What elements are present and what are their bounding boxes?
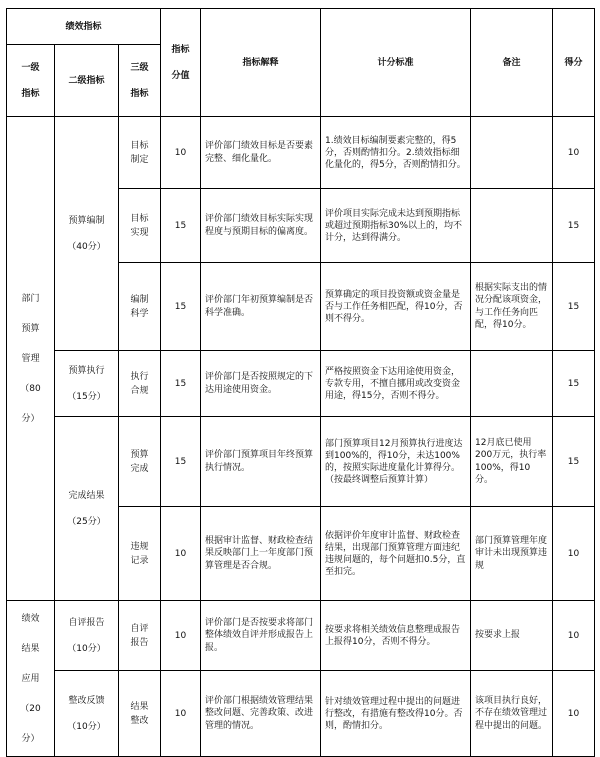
- level3-line: 整改: [130, 715, 149, 726]
- criteria-cell: 1.绩效目标编制要素完整的，得5分，否则酌情扣分。2.绩效指标细化量化的，得5分，否则酌情扣分。: [321, 117, 471, 189]
- explain-cell: 评价部门绩效目标实际实现程度与预期目标的偏离度。: [201, 189, 321, 263]
- note-cell: 根据实际支出的情况分配该项资金，与工作任务向匹配，得10分。: [471, 263, 553, 351]
- header-weight-line1: 指标: [171, 44, 190, 55]
- explain-cell: 评价部门年初预算编制是否科学准确。: [201, 263, 321, 351]
- criteria-cell: 评价项目实际完成未达到预期指标或超过预期指标30%以上的，均不计分，达到得满分。: [321, 189, 471, 263]
- level3-line: 报告: [130, 637, 149, 648]
- level3-line: 实现: [130, 227, 149, 238]
- weight-cell: 10: [161, 507, 201, 601]
- header-level1-line2: 指标: [21, 88, 40, 99]
- note-cell: 按要求上报: [471, 601, 553, 671]
- note-cell: [471, 117, 553, 189]
- header-criteria: 计分标准: [321, 9, 471, 117]
- level3-line: 自评: [130, 623, 149, 634]
- level3-line: 完成: [130, 463, 149, 474]
- weight-cell: 15: [161, 417, 201, 507]
- performance-indicator-table: [6, 8, 595, 757]
- level2-line: （25分）: [67, 516, 106, 527]
- level3-line: 结果: [130, 701, 149, 712]
- explain-cell: 评价部门预算项目年终预算执行情况。: [201, 417, 321, 507]
- note-cell: 12月底已使用200万元，执行率100%，得10分。: [471, 417, 553, 507]
- level1-line: 分）: [21, 413, 40, 424]
- weight-cell: 15: [161, 263, 201, 351]
- header-level2: 二级指标: [55, 45, 119, 117]
- level3-line: 预算: [130, 449, 149, 460]
- level3-cell: [119, 671, 161, 757]
- note-cell: 该项目执行良好，不存在绩效管理过程中提出的问题。: [471, 671, 553, 757]
- score-cell: 10: [553, 671, 595, 757]
- level3-cell: [119, 117, 161, 189]
- level3-cell: [119, 263, 161, 351]
- level1-line: 绩效: [21, 613, 40, 624]
- level3-cell: [119, 601, 161, 671]
- level1-line: 管理: [21, 353, 40, 364]
- explain-cell: 根据审计监督、财政检查结果反映部门上一年度部门预算管理是否合规。: [201, 507, 321, 601]
- header-level1: [7, 45, 55, 117]
- level1-line: 分）: [21, 733, 40, 744]
- header-level3-line2: 指标: [130, 88, 149, 99]
- level3-line: 违规: [130, 541, 149, 552]
- level2-line: 预算执行: [68, 365, 105, 376]
- level3-line: 科学: [130, 308, 149, 319]
- header-level3-line1: 三级: [130, 62, 149, 73]
- level1-budget-management: [7, 117, 55, 601]
- level1-line: 结果: [21, 643, 40, 654]
- criteria-cell: 按要求将相关绩效信息整理成报告上报得10分，否则不得分。: [321, 601, 471, 671]
- table-row: [7, 417, 595, 507]
- weight-cell: 10: [161, 117, 201, 189]
- note-cell: [471, 351, 553, 417]
- explain-cell: 评价部门是否按要求将部门整体绩效自评并形成报告上报。: [201, 601, 321, 671]
- score-cell: 10: [553, 601, 595, 671]
- level2-line: （10分）: [67, 721, 106, 732]
- table-row: [7, 601, 595, 671]
- level3-line: 合规: [130, 385, 149, 396]
- explain-cell: 评价部门是否按照规定的下达用途使用资金。: [201, 351, 321, 417]
- level2-budget-compilation: [55, 117, 119, 351]
- level2-completion-result: [55, 417, 119, 601]
- score-cell: 15: [553, 417, 595, 507]
- table-row: [7, 351, 595, 417]
- table-row: [7, 117, 595, 189]
- header-level3: [119, 45, 161, 117]
- criteria-cell: 严格按照资金下达用途使用资金，专款专用，不擅自挪用或改变资金用途，得15分，否则不得分。: [321, 351, 471, 417]
- note-cell: 部门预算管理年度审计未出现预算违规: [471, 507, 553, 601]
- criteria-cell: 预算确定的项目投资额或资金量是否与工作任务相匹配，得10分，否则不得分。: [321, 263, 471, 351]
- level1-line: 部门: [21, 293, 40, 304]
- header-explain: 指标解释: [201, 9, 321, 117]
- explain-cell: 评价部门根据绩效管理结果整改问题、完善政策、改进管理的情况。: [201, 671, 321, 757]
- level1-line: （20: [20, 703, 41, 714]
- header-weight-line2: 分值: [171, 70, 190, 81]
- header-row-top: [7, 9, 595, 45]
- level3-line: 编制: [130, 294, 149, 305]
- weight-cell: 15: [161, 351, 201, 417]
- level1-line: 预算: [21, 323, 40, 334]
- level2-self-report: [55, 601, 119, 671]
- level3-cell: [119, 351, 161, 417]
- header-level1-line1: 一级: [21, 62, 40, 73]
- level2-line: 整改反馈: [68, 695, 105, 706]
- header-indicator-group: 绩效指标: [7, 9, 161, 45]
- level3-line: 记录: [130, 555, 149, 566]
- level2-line: 预算编制: [68, 215, 105, 226]
- score-cell: 15: [553, 189, 595, 263]
- level3-line: 目标: [130, 140, 149, 151]
- score-cell: 10: [553, 117, 595, 189]
- level1-line: （80: [20, 383, 41, 394]
- note-cell: [471, 189, 553, 263]
- level2-budget-execution: [55, 351, 119, 417]
- table-row: [7, 671, 595, 757]
- level2-line: （15分）: [67, 391, 106, 402]
- score-cell: 15: [553, 351, 595, 417]
- weight-cell: 15: [161, 189, 201, 263]
- level3-cell: [119, 417, 161, 507]
- criteria-cell: 依据评价年度审计监督、财政检查结果，出现部门预算管理方面违纪违规问题的，每个问题扣0.5分，直至扣完。: [321, 507, 471, 601]
- level2-line: （40分）: [67, 241, 106, 252]
- weight-cell: 10: [161, 671, 201, 757]
- header-note: 备注: [471, 9, 553, 117]
- level2-line: （10分）: [67, 643, 106, 654]
- explain-cell: 评价部门绩效目标是否要素完整、细化量化。: [201, 117, 321, 189]
- level3-cell: [119, 189, 161, 263]
- level1-result-application: [7, 601, 55, 757]
- level3-line: 执行: [130, 371, 149, 382]
- level3-cell: [119, 507, 161, 601]
- level2-line: 完成结果: [68, 490, 105, 501]
- level3-line: 制定: [130, 154, 149, 165]
- weight-cell: 10: [161, 601, 201, 671]
- level1-line: 应用: [21, 673, 40, 684]
- header-weight: [161, 9, 201, 117]
- level2-rectification: [55, 671, 119, 757]
- score-cell: 15: [553, 263, 595, 351]
- level3-line: 目标: [130, 213, 149, 224]
- criteria-cell: 部门预算项目12月预算执行进度达到100%的，得10分，未达100%的，按照实际进度量化计算得分。（按最终调整后预算计算）: [321, 417, 471, 507]
- header-score: 得分: [553, 9, 595, 117]
- criteria-cell: 针对绩效管理过程中提出的问题进行整改，有措施有整改得10分。否则，酌情扣分。: [321, 671, 471, 757]
- score-cell: 10: [553, 507, 595, 601]
- level2-line: 自评报告: [68, 617, 105, 628]
